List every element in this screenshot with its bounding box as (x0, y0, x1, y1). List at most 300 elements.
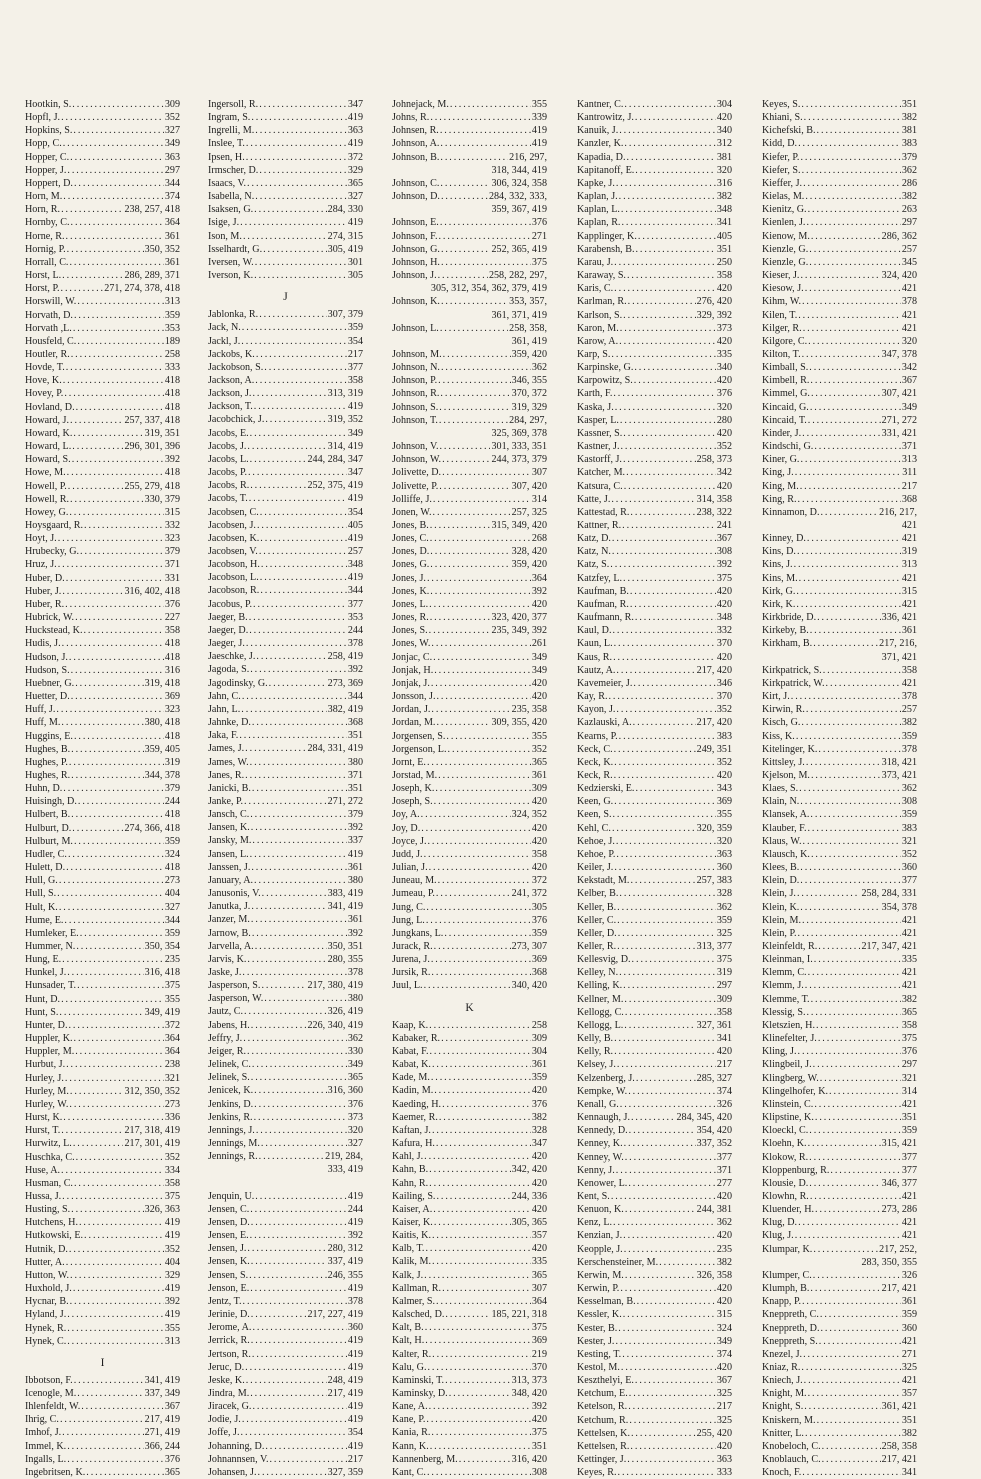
index-entry (762, 861, 917, 874)
index-entry (25, 651, 180, 664)
entry-name: Klumper, C. (762, 1269, 812, 1281)
entry-name: Johnson, J. (392, 270, 437, 282)
index-entry (762, 637, 917, 650)
leader-dots (427, 1466, 531, 1479)
index-entry (208, 1413, 363, 1426)
entry-pages: 364 (164, 1046, 180, 1058)
leader-dots (72, 453, 164, 466)
entry-pages: 320, 359 (696, 822, 732, 834)
index-entry (762, 598, 917, 611)
entry-name: Hume, E. (25, 914, 64, 926)
leader-dots (252, 1321, 346, 1334)
leader-dots (256, 1124, 347, 1137)
entry-name: Jenkins, R. (208, 1111, 253, 1123)
index-entry (392, 1361, 547, 1374)
leader-dots (69, 756, 164, 769)
leader-dots (616, 703, 715, 716)
entry-pages: 309 (716, 993, 732, 1005)
index-entry (762, 953, 917, 966)
leader-dots (629, 1414, 716, 1427)
entry-name: Kade, M. (392, 1072, 430, 1084)
index-entry (208, 1005, 363, 1018)
leader-dots (444, 927, 531, 940)
leader-dots (430, 111, 531, 124)
entry-pages: 316, 420 (511, 1453, 547, 1465)
entry-pages: 309 (531, 1032, 547, 1044)
leader-dots (439, 414, 508, 427)
leader-dots (820, 1072, 901, 1085)
index-entry (208, 1308, 363, 1321)
entry-name: Jursik, R. (392, 967, 431, 979)
index-entry (25, 295, 180, 308)
index-entry (577, 1058, 732, 1071)
leader-dots (624, 480, 716, 493)
leader-dots (625, 1006, 716, 1019)
leader-dots (431, 953, 531, 966)
entry-name: Kesting, T. (577, 1348, 622, 1360)
leader-dots (269, 677, 327, 690)
index-entry (577, 203, 732, 216)
entry-name: Kinder, J. (762, 427, 802, 439)
index-entry (25, 940, 180, 953)
index-entry (208, 190, 363, 203)
entry-pages: 321 (901, 1072, 917, 1084)
entry-name: Kane, A. (392, 1401, 428, 1413)
leader-dots (815, 1203, 881, 1216)
entry-pages: 258, 282, 297, (488, 270, 547, 282)
entry-name: Jones, L. (392, 598, 429, 610)
leader-dots (808, 1387, 901, 1400)
entry-name: Husting, S. (25, 1204, 71, 1216)
index-entry (392, 230, 547, 243)
entry-pages: 419 (347, 1335, 363, 1347)
index-entry (25, 256, 180, 269)
entry-name: Iversen, W. (208, 256, 254, 268)
entry-name: Katzfey, L. (577, 572, 623, 584)
entry-pages: 348 (716, 204, 732, 216)
leader-dots (70, 493, 144, 506)
leader-dots (429, 1019, 531, 1032)
entry-name: Kienzle, G. (762, 243, 809, 255)
leader-dots (80, 545, 164, 558)
entry-pages: 420 (716, 1230, 732, 1242)
entry-pages: 373, 421 (881, 769, 917, 781)
entry-pages: 376 (164, 598, 180, 610)
entry-pages: 238, 257, 418 (124, 204, 180, 216)
leader-dots (618, 1322, 716, 1335)
index-entry (392, 466, 547, 479)
index-entry (25, 453, 180, 466)
index-entry (762, 703, 917, 716)
entry-pages: 419 (347, 1348, 363, 1360)
entry-name: Hopp, C. (25, 138, 62, 150)
entry-name: Knoblauch, C. (762, 1454, 821, 1466)
index-entry (762, 1295, 917, 1308)
index-entry (25, 111, 180, 124)
index-entry (577, 887, 732, 900)
entry-pages: 380 (347, 756, 363, 768)
entry-name: Johnson, C. (392, 177, 440, 189)
leader-dots (616, 1164, 716, 1177)
index-entry (208, 1150, 363, 1163)
entry-pages: 337, 419 (327, 1256, 363, 1268)
entry-pages: 420 (531, 1085, 547, 1097)
index-entry (392, 506, 547, 519)
entry-pages: 349 (531, 651, 547, 663)
leader-dots (251, 821, 347, 834)
index-entry (208, 230, 363, 243)
entry-pages: 419 (164, 1309, 180, 1321)
entry-pages: 359, 420 (511, 559, 547, 571)
leader-dots (610, 558, 716, 571)
entry-pages: 313, 377 (696, 941, 732, 952)
index-entry (208, 558, 363, 571)
entry-pages: 257 (901, 704, 917, 716)
entry-name: Kahn, B. (392, 1164, 429, 1176)
index-entry (392, 822, 547, 835)
index-entry (208, 506, 363, 519)
leader-dots (432, 1229, 531, 1242)
entry-name: Kerschensteiner, M. (577, 1256, 659, 1268)
entry-pages: 346 (716, 677, 732, 689)
leader-dots (252, 782, 347, 795)
index-column-5 (762, 98, 917, 1479)
leader-dots (799, 572, 901, 585)
entry-name: Kalik, M. (392, 1256, 431, 1268)
entry-pages: 271, 272 (881, 414, 917, 426)
entry-name: Kane, P. (392, 1414, 426, 1426)
index-entry (208, 256, 363, 269)
entry-name: Kniskern, M. (762, 1414, 816, 1426)
entry-name: Kadin, M. (392, 1085, 434, 1097)
entry-pages: 420 (531, 1203, 547, 1215)
index-entry (25, 1229, 180, 1242)
index-entry (762, 414, 917, 427)
entry-name: Kehoe, J. (577, 835, 615, 847)
entry-name: Klein, J. (762, 888, 796, 900)
entry-pages: 337 (347, 835, 363, 847)
index-entry (392, 940, 547, 953)
entry-name: Kallman, R. (392, 1282, 442, 1294)
entry-pages: 366, 244 (144, 1440, 180, 1452)
entry-pages: 217, 419 (144, 1414, 180, 1426)
leader-dots (436, 887, 511, 900)
entry-name: Huggins, E. (25, 730, 73, 742)
index-entry (392, 1374, 547, 1387)
index-entry (762, 1177, 917, 1190)
entry-pages: 235, 358 (511, 704, 547, 716)
leader-dots (61, 203, 123, 216)
leader-dots (798, 137, 901, 150)
entry-name: Huhn, D. (25, 783, 63, 795)
entry-pages: 370 (716, 691, 732, 703)
leader-dots (625, 1151, 716, 1164)
leader-dots (261, 979, 306, 992)
entry-name: Kester, J. (577, 1335, 615, 1347)
leader-dots (826, 677, 901, 690)
entry-name: Jenicek, K. (208, 1085, 254, 1097)
entry-name: Kaus, R. (577, 651, 613, 663)
entry-pages: 419 (347, 138, 363, 150)
entry-name: Keen, G. (577, 796, 614, 808)
entry-name: Jelinek, S. (208, 1072, 250, 1084)
leader-dots (69, 1243, 164, 1256)
entry-pages: 420 (531, 677, 547, 689)
entry-name: Katsura, C. (577, 480, 623, 492)
index-entry (25, 177, 180, 190)
entry-pages: 392 (347, 1230, 363, 1242)
index-entry (392, 348, 547, 361)
index-entry (25, 1072, 180, 1085)
entry-pages: 367 (716, 533, 732, 545)
leader-dots (251, 913, 347, 926)
leader-dots (247, 953, 326, 966)
leader-dots (440, 216, 531, 229)
index-entry (392, 137, 547, 150)
leader-dots (613, 1216, 716, 1229)
index-entry (577, 493, 732, 506)
index-entry (25, 1256, 180, 1269)
entry-pages: 392 (347, 927, 363, 939)
entry-name: Jones, R. (392, 612, 429, 624)
leader-dots (249, 611, 347, 624)
leader-dots (436, 716, 490, 729)
leader-dots (255, 256, 347, 269)
entry-pages: 357 (531, 1230, 547, 1242)
entry-pages: 359 (164, 309, 180, 321)
entry-pages: 320 (716, 835, 732, 847)
index-entry (392, 624, 547, 637)
entry-name: Jeffry, J. (208, 1032, 243, 1044)
index-entry (762, 1045, 917, 1058)
entry-pages: 420 (716, 112, 732, 124)
entry-name: Hutton, W. (25, 1269, 70, 1281)
leader-dots (612, 532, 716, 545)
index-entry (762, 756, 917, 769)
index-entry (25, 190, 180, 203)
index-entry (577, 190, 732, 203)
entry-name: Janes, R. (208, 769, 245, 781)
entry-pages: 382 (716, 191, 732, 203)
entry-pages: 326, 419 (327, 1006, 363, 1018)
entry-pages: 378 (347, 1295, 363, 1307)
index-entry (762, 1058, 917, 1071)
entry-name: Klemme, T. (762, 993, 810, 1005)
entry-name: Hult, K. (25, 901, 58, 913)
leader-dots (69, 256, 163, 269)
index-entry (208, 453, 363, 466)
leader-dots (429, 861, 531, 874)
index-entry (392, 1190, 547, 1203)
entry-name: Kabat, K. (392, 1059, 431, 1071)
leader-dots (808, 335, 901, 348)
index-entry (577, 1427, 732, 1440)
index-entry (577, 519, 732, 532)
entry-pages: 419 (347, 1414, 363, 1426)
leader-dots (70, 151, 164, 164)
index-entry (392, 1111, 547, 1124)
entry-name: Hulbert, B. (25, 809, 71, 821)
index-entry (762, 1361, 917, 1374)
entry-name: Kiesow, J. (762, 283, 804, 295)
entry-pages: 217, 227, 419 (307, 1309, 363, 1321)
leader-dots (810, 401, 901, 414)
leader-dots (67, 1440, 143, 1453)
entry-pages: 342 (901, 362, 917, 374)
index-entry (25, 993, 180, 1006)
leader-dots (632, 953, 716, 966)
leader-dots (438, 874, 531, 887)
entry-pages: 316 (164, 664, 180, 676)
entry-name: Jacobchick, J. (208, 414, 265, 426)
leader-dots (72, 822, 123, 835)
index-entry (208, 795, 363, 808)
leader-dots (623, 572, 716, 585)
leader-dots (620, 414, 716, 427)
entry-pages: 219, 284, (325, 1151, 363, 1163)
entry-pages: 258 (531, 1019, 547, 1031)
entry-name: Ketchum, E. (577, 1388, 628, 1400)
leader-dots (439, 480, 510, 493)
leader-dots (259, 545, 347, 558)
leader-dots (814, 440, 901, 453)
leader-dots (429, 598, 531, 611)
index-entry (762, 374, 917, 387)
entry-name: Kapke, J. (577, 177, 615, 189)
entry-name: Joseph, S. (392, 796, 433, 808)
leader-dots (432, 1255, 531, 1268)
index-entry (762, 611, 917, 624)
entry-name: Isaksen, G. (208, 204, 254, 216)
leader-dots (76, 401, 164, 414)
leader-dots (608, 690, 715, 703)
entry-name: Karpinske, G. (577, 362, 634, 374)
entry-pages: 358 (716, 270, 732, 282)
index-entry (25, 664, 180, 677)
entry-name: Kincaid, G. (762, 401, 809, 413)
leader-dots (254, 1111, 347, 1124)
entry-pages: 350, 354 (144, 941, 180, 952)
leader-dots (84, 519, 164, 532)
entry-pages: 420 (716, 1190, 732, 1202)
leader-dots (614, 1032, 716, 1045)
entry-pages: 313 (901, 559, 917, 571)
entry-pages: 392 (164, 454, 180, 466)
entry-name: Jonjak, H. (392, 664, 434, 676)
entry-name: Jorgenson, L. (392, 743, 447, 755)
leader-dots (250, 479, 306, 492)
entry-name: Kattner, R. (577, 520, 622, 531)
leader-dots (250, 1229, 347, 1242)
entry-name: Jindra, M. (208, 1388, 250, 1399)
entry-name: Isaacs, V. (208, 177, 247, 189)
entry-name: Ingersoll, R. (208, 99, 259, 110)
entry-name: Kirkham, B. (762, 638, 813, 650)
index-entry (25, 137, 180, 150)
entry-pages: 381 (901, 125, 917, 137)
entry-name: Jackl, J. (208, 335, 241, 347)
index-entry (25, 953, 180, 966)
entry-name: Hurley, J. (25, 1072, 64, 1084)
leader-dots (624, 137, 715, 150)
leader-dots (797, 545, 901, 558)
leader-dots (614, 769, 716, 782)
entry-name: Jennings, J. (208, 1124, 255, 1136)
index-entry (25, 1440, 180, 1453)
entry-name: Hoysgaard, R. (25, 520, 84, 531)
entry-pages: 352 (164, 1243, 180, 1255)
index-entry (762, 427, 917, 440)
entry-pages: 419 (347, 1216, 363, 1228)
entry-name: Horvath ,L. (25, 322, 72, 334)
index-entry (25, 1151, 180, 1164)
entry-name: Kniaz, R. (762, 1362, 801, 1373)
entry-name: Jiracek, G. (208, 1401, 252, 1413)
entry-name: Karp, S. (577, 348, 611, 360)
entry-name: Horrall, C. (25, 256, 69, 268)
entry-pages: 349 (716, 1335, 732, 1347)
entry-pages: 370, 372 (511, 388, 547, 400)
entry-name: Klausch, K. (762, 848, 810, 860)
leader-dots (424, 848, 531, 861)
leader-dots (67, 466, 164, 479)
index-entry (25, 506, 180, 519)
index-column-4 (577, 98, 732, 1479)
leader-dots (66, 1256, 164, 1269)
entry-name: Horn, M. (25, 191, 63, 203)
index-entry (208, 400, 363, 413)
leader-dots (811, 387, 881, 400)
section-letter: I (100, 1356, 105, 1369)
index-entry (208, 124, 363, 137)
entry-name: Huebner, G. (25, 677, 75, 689)
leader-dots (620, 1098, 716, 1111)
entry-pages: 333 (164, 362, 180, 374)
entry-pages: 309 (531, 783, 547, 795)
index-entry (208, 1440, 363, 1453)
index-entry (577, 1440, 732, 1453)
index-entry (392, 585, 547, 598)
leader-dots (445, 1374, 511, 1387)
index-entry (25, 1295, 180, 1308)
leader-dots (260, 584, 347, 597)
index-entry (392, 558, 547, 571)
entry-name: Klug, J. (762, 1230, 794, 1242)
index-entry (577, 216, 732, 229)
index-entry (577, 453, 732, 466)
entry-pages: 355 (531, 99, 547, 110)
entry-name: Kimbell, R. (762, 375, 810, 387)
entry-name: Jeiger, R. (208, 1045, 246, 1057)
leader-dots (265, 413, 326, 426)
entry-name: Jaka, F. (208, 730, 239, 742)
entry-name: Kayon, J. (577, 704, 616, 716)
entry-name: Hudson, J. (25, 651, 68, 663)
index-entry (208, 690, 363, 703)
entry-pages: 421 (901, 1098, 917, 1110)
leader-dots (625, 1269, 696, 1282)
entry-pages: 353, 357, (509, 296, 547, 308)
entry-pages: 361 (347, 861, 363, 873)
index-entry (762, 493, 917, 506)
entry-pages: 217, 301, 419 (124, 1138, 180, 1150)
leader-dots (241, 335, 347, 348)
entry-name: Kneppreth, D. (762, 1322, 820, 1334)
leader-dots (76, 1151, 164, 1164)
leader-dots (613, 387, 716, 400)
leader-dots (72, 98, 164, 111)
entry-name: Johnson, E. (392, 217, 439, 229)
